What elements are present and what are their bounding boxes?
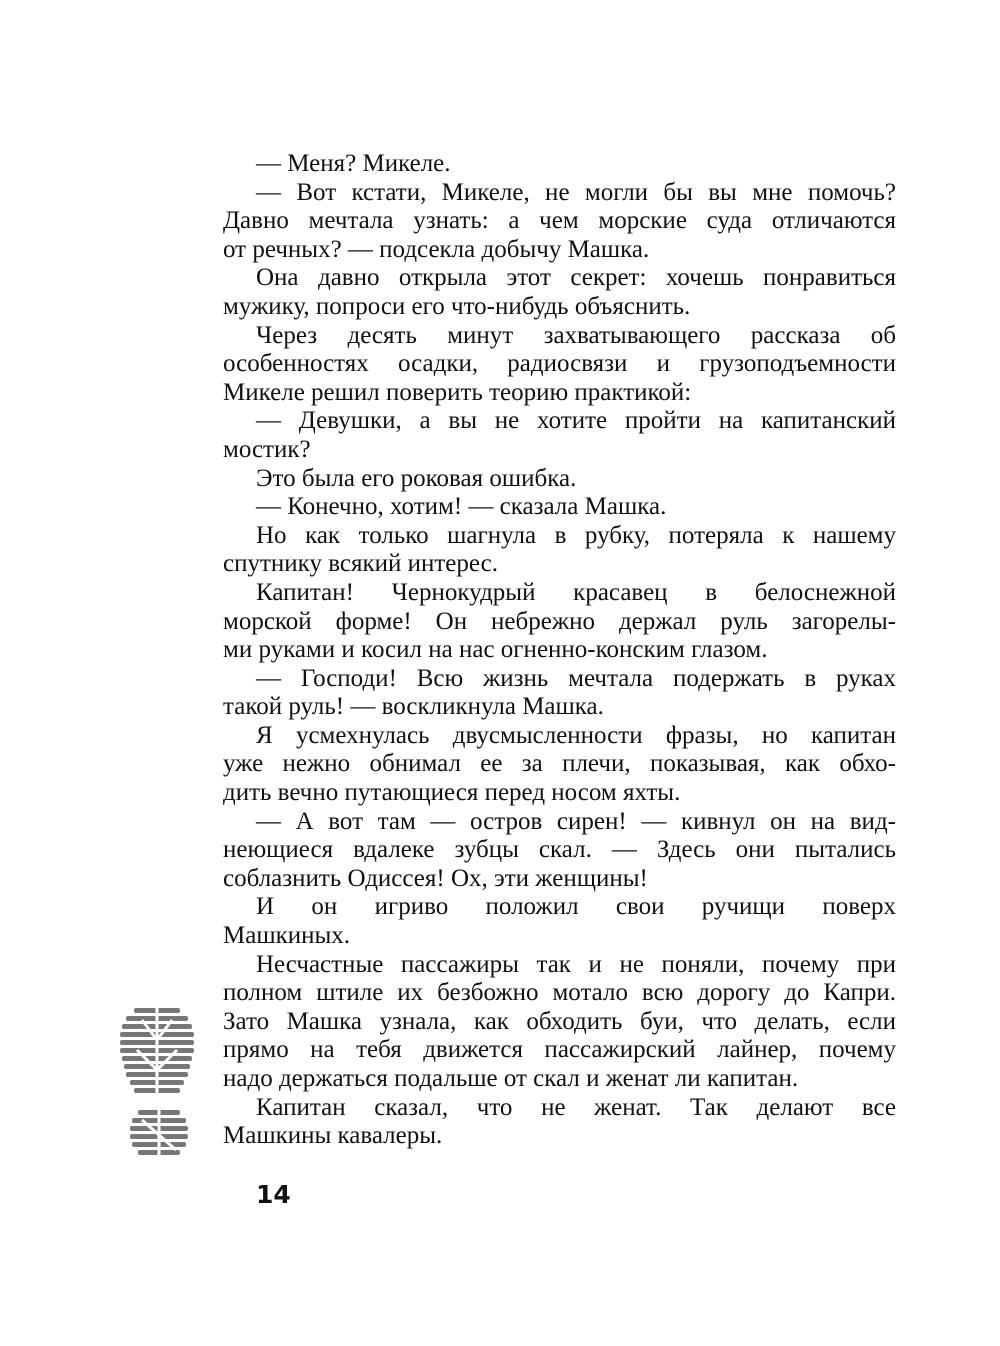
- paragraph: [223, 465, 896, 494]
- text-line: Через десять минут захватывающего рассказа об: [256, 321, 896, 349]
- page-number: 14: [256, 1180, 291, 1209]
- text-line: Она давно открыла этот секрет: хочешь понравиться: [256, 264, 896, 292]
- text-line: — Господи! Всю жизнь мечтала подержать в руках: [256, 664, 896, 692]
- paragraph: [223, 150, 896, 179]
- text-line: уже нежно обнимал ее за плечи, показывая, как обхо-: [223, 750, 896, 778]
- text-line: Давно мечтала узнать: а чем морские суда отличаются: [223, 207, 896, 235]
- text-line: Несчастные пассажиры так и не поняли, почему при: [256, 950, 896, 978]
- text-line: морской форме! Он небрежно держал руль загорелы-: [223, 607, 896, 635]
- text-line: — Вот кстати, Микеле, не могли бы вы мне помочь?: [256, 178, 896, 206]
- text-line: особенностях осадки, радиосвязи и грузоподъемности: [223, 350, 896, 378]
- text-line: Капитан! Чернокудрый красавец в белоснежной: [256, 578, 896, 606]
- paragraph: [223, 522, 896, 579]
- text-line: Машкины кавалеры.: [223, 1122, 443, 1150]
- text-line: от речных? — подсекла добычу Машка.: [223, 235, 650, 263]
- paragraph: [223, 808, 896, 894]
- text-line: Но как только шагнула в рубку, потеряла к нашему: [256, 521, 896, 549]
- paragraph: [223, 493, 896, 522]
- paragraph: [223, 665, 896, 722]
- paragraph: [223, 179, 896, 265]
- paragraph: [223, 722, 896, 808]
- body-text: [223, 150, 896, 1151]
- text-line: Микеле решил поверить теорию практикой:: [223, 378, 692, 406]
- text-line: — А вот там — остров сирен! — кивнул он на вид-: [256, 807, 896, 835]
- paragraph: [223, 951, 896, 1094]
- paragraph: [223, 407, 896, 464]
- text-line: Капитан сказал, что не женат. Так делают все: [256, 1093, 896, 1121]
- text-line: надо держаться подальше от скал и женат ли капитан.: [223, 1065, 799, 1092]
- text-line: ми руками и косил на нас огненно-конским глазом.: [223, 636, 768, 664]
- text-line: неющиеся вдалеке зубцы скал. — Здесь они пытались: [223, 836, 896, 864]
- paragraph: [223, 322, 896, 408]
- text-line: мужику, попроси его что-нибудь объяснить.: [223, 292, 691, 320]
- text-line: такой руль! — воскликнула Машка.: [223, 693, 604, 721]
- paragraph: [223, 1094, 896, 1151]
- boot-footprint-icon: [112, 1000, 202, 1170]
- text-line: полном штиле их безбожно мотало всю дорогу до Капри.: [223, 979, 896, 1007]
- paragraph: [223, 579, 896, 665]
- text-line: соблазнить Одиссея! Ох, эти женщины!: [223, 864, 648, 892]
- text-line: Это была его роковая ошибка.: [256, 464, 577, 492]
- text-line: Зато Машка узнала, как обходить буи, что делать, если: [223, 1007, 896, 1035]
- text-line: — Девушки, а вы не хотите пройти на капитанский: [256, 407, 896, 435]
- text-line: мостик?: [223, 435, 311, 463]
- text-line: Я усмехнулась двусмысленности фразы, но капитан: [256, 721, 896, 749]
- text-line: дить вечно путающиеся перед носом яхты.: [223, 779, 681, 807]
- text-line: И он игриво положил свои ручищи поверх: [256, 893, 896, 921]
- text-line: Машкиных.: [223, 922, 351, 950]
- text-line: спутнику всякий интерес.: [223, 550, 498, 578]
- paragraph: [223, 264, 896, 321]
- paragraph: [223, 893, 896, 950]
- text-line: прямо на тебя движется пассажирский лайнер, почему: [223, 1036, 896, 1064]
- text-line: — Конечно, хотим! — сказала Машка.: [256, 493, 667, 521]
- text-line: — Меня? Микеле.: [256, 150, 451, 177]
